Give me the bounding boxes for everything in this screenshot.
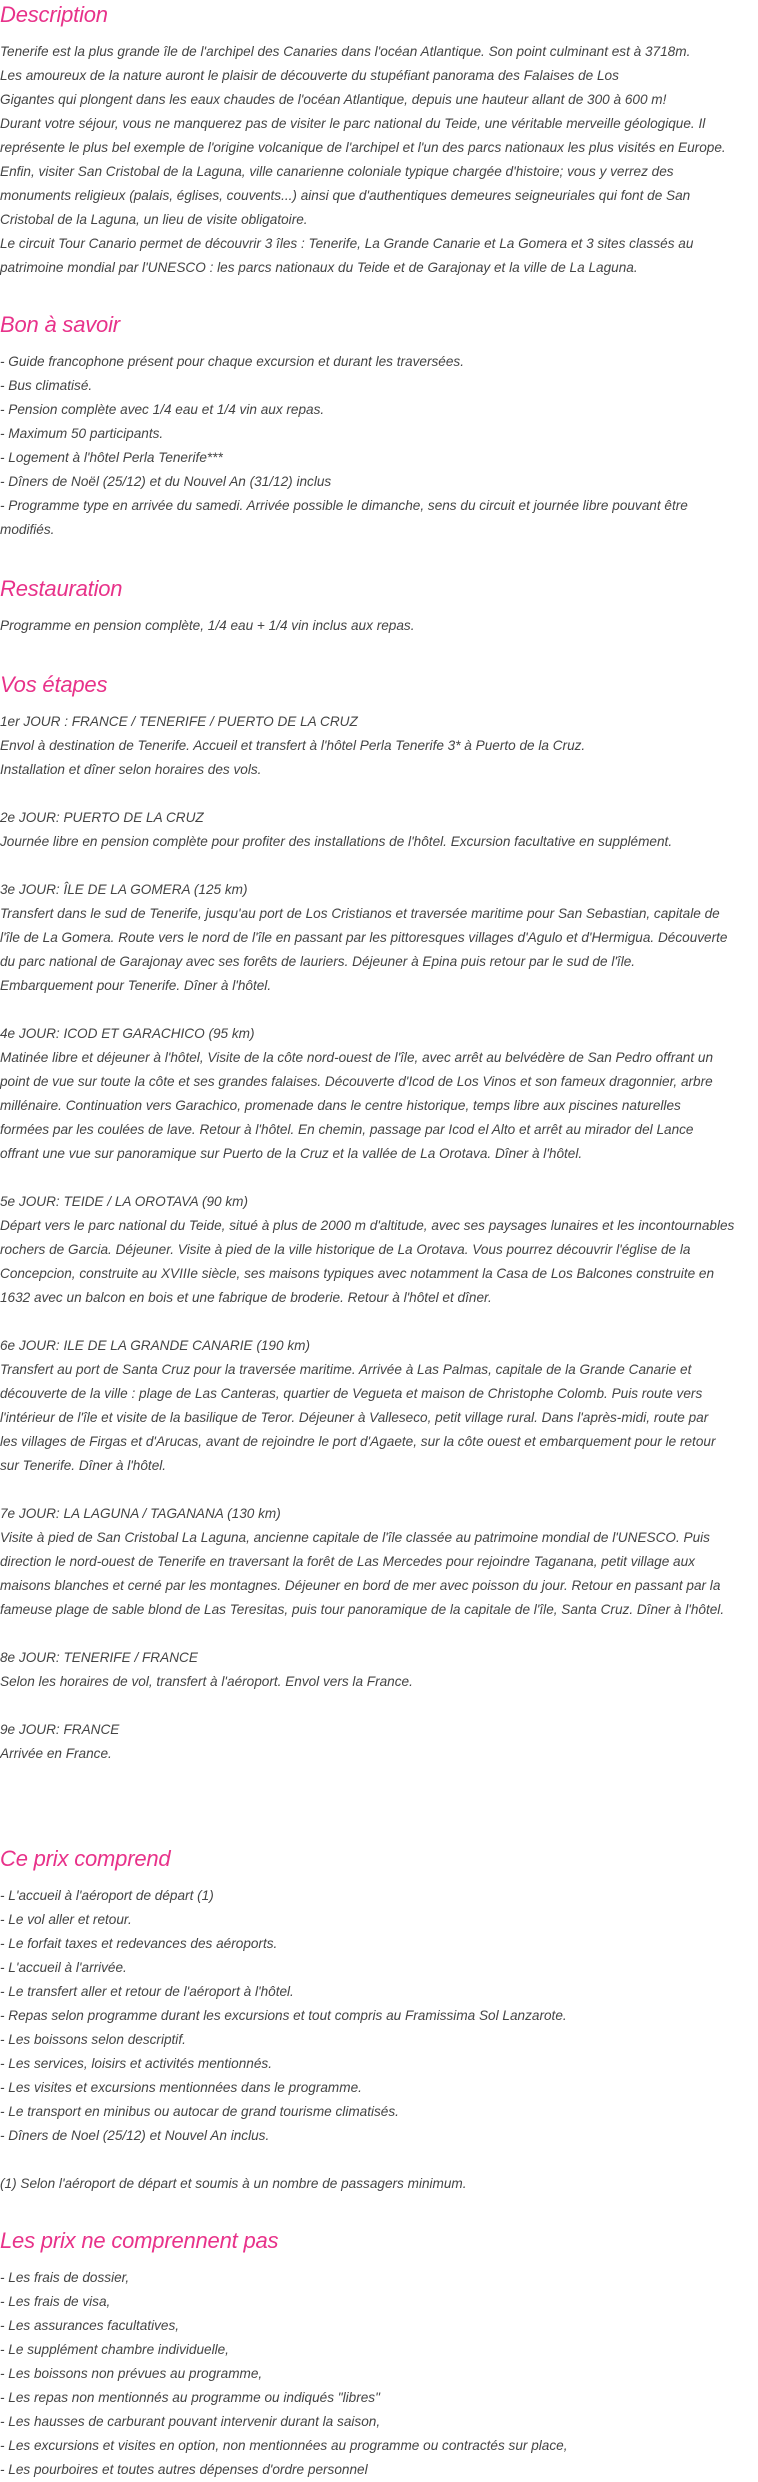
section-title-restauration: Restauration (0, 576, 123, 601)
day-3 (0, 878, 734, 998)
list-item: - Les visites et excursions mentionnées dans le programme. (0, 2080, 362, 2095)
text-line: Programme en pension complète, 1/4 eau + 1/4 vin inclus aux repas. (0, 618, 415, 633)
day-text: les villages de Firgas et d'Arucas, avant de rejoindre le port d'Agaete, sur la côte ouest et embarquement pour le retour (0, 1434, 716, 1449)
list-item: - Bus climatisé. (0, 378, 93, 393)
day-text: Embarquement pour Tenerife. Dîner à l'hôtel. (0, 978, 272, 993)
text-line: Le circuit Tour Canario permet de découvrir 3 îles : Tenerife, La Grande Canarie et La Gomera et 3 sites classés au (0, 236, 694, 251)
day-text: Installation et dîner selon horaires des vols. (0, 762, 262, 777)
spacer (0, 854, 734, 878)
list-item: - Programme type en arrivée du samedi. Arrivée possible le dimanche, sens du circuit et journée libre pouvant être (0, 498, 688, 513)
list-item: - L'accueil à l'aéroport de départ (1) (0, 1888, 214, 1903)
list-item: - Les hausses de carburant pouvant intervenir durant la saison, (0, 2414, 381, 2429)
day-6 (0, 1334, 734, 1478)
restauration-text (0, 614, 414, 638)
section-restauration (0, 574, 414, 638)
list-item: - Guide francophone présent pour chaque excursion et durant les traversées. (0, 354, 464, 369)
list-item: - Les assurances facultatives, (0, 2318, 180, 2333)
list-item: - L'accueil à l'arrivée. (0, 1960, 127, 1975)
day-text: Matinée libre et déjeuner à l'hôtel, Visite de la côte nord-ouest de l'île, avec arrêt au belvédère de San Pedro offrant un (0, 1050, 714, 1065)
day-heading: 5e JOUR: TEIDE / LA OROTAVA (90 km) (0, 1194, 249, 1209)
text-line: Gigantes qui plongent dans les eaux chaudes de l'océan Atlantique, depuis une hauteur allant de 300 à 600 m! (0, 92, 667, 107)
spacer (0, 1694, 734, 1718)
list-item: - Le transport en minibus ou autocar de grand tourisme climatisés. (0, 2104, 399, 2119)
list-item: - Les pourboires et toutes autres dépenses d'ordre personnel (0, 2462, 368, 2477)
list-item: - Repas selon programme durant les excursions et tout compris au Framissima Sol Lanzarote. (0, 2008, 567, 2023)
day-2 (0, 806, 734, 854)
list-item: - Le vol aller et retour. (0, 1912, 132, 1927)
day-text: point de vue sur toute la côte et ses grandes falaises. Découverte d'Icod de Los Vinos et son fameux dragonnier, arbre (0, 1074, 713, 1089)
list-item: - Les services, loisirs et activités mentionnés. (0, 2056, 272, 2071)
list-item: - Maximum 50 participants. (0, 426, 164, 441)
spacer (0, 1622, 734, 1646)
list-item: - Dîners de Noel (25/12) et Nouvel An inclus. (0, 2128, 270, 2143)
prix-ne-comprend-pas-list (0, 2266, 567, 2482)
day-text: millénaire. Continuation vers Garachico, promenade dans le centre historique, temps libre aux piscines naturelles (0, 1098, 681, 1113)
spacer (0, 782, 734, 806)
section-title-bon-a-savoir: Bon à savoir (0, 312, 120, 337)
day-text: 1632 avec un balcon en bois et une fabrique de broderie. Retour à l'hôtel et dîner. (0, 1290, 492, 1305)
list-item: - Le transfert aller et retour de l'aéroport à l'hôtel. (0, 1984, 294, 1999)
day-8 (0, 1646, 734, 1694)
section-title-prix-comprend: Ce prix comprend (0, 1846, 171, 1871)
day-text: Concepcion, construite au XVIIIe siècle, ses maisons typiques avec notamment la Casa de Los Balcones construite en (0, 1266, 715, 1281)
spacer (0, 1166, 734, 1190)
day-text: du parc national de Garajonay avec ses forêts de lauriers. Déjeuner à Epina puis retour par le sud de l'île. (0, 954, 636, 969)
day-text: maisons blanches et cerné par les montagnes. Déjeuner en bord de mer avec poisson du jour. Retour en passant par la (0, 1578, 721, 1593)
section-prix-comprend (0, 1844, 567, 2196)
day-text: Arrivée en France. (0, 1746, 112, 1761)
spacer (0, 1478, 734, 1502)
list-item: - Logement à l'hôtel Perla Tenerife*** (0, 450, 223, 465)
day-text: sur Tenerife. Dîner à l'hôtel. (0, 1458, 167, 1473)
text-line: Durant votre séjour, vous ne manquerez pas de visiter le parc national du Teide, une véritable merveille géologique. Il (0, 116, 706, 131)
day-heading: 9e JOUR: FRANCE (0, 1722, 120, 1737)
list-item: - Les frais de visa, (0, 2294, 111, 2309)
day-9 (0, 1718, 734, 1766)
footnote: (1) Selon l'aéroport de départ et soumis à un nombre de passagers minimum. (0, 2176, 467, 2191)
list-item: - Le supplément chambre individuelle, (0, 2342, 229, 2357)
section-title-prix-ne-comprend-pas: Les prix ne comprennent pas (0, 2228, 279, 2253)
list-item: - Pension complète avec 1/4 eau et 1/4 vin aux repas. (0, 402, 325, 417)
day-heading: 4e JOUR: ICOD ET GARACHICO (95 km) (0, 1026, 255, 1041)
text-line: Tenerife est la plus grande île de l'archipel des Canaries dans l'océan Atlantique. Son point culminant est à 3718m. (0, 44, 691, 59)
day-text: fameuse plage de sable blond de Las Teresitas, puis tour panoramique de la capitale de l'île, Santa Cruz. Dîner à l'hôtel. (0, 1602, 725, 1617)
day-text: Envol à destination de Tenerife. Accueil et transfert à l'hôtel Perla Tenerife 3* à Puerto de la Cruz. (0, 738, 586, 753)
description-text (0, 40, 726, 280)
day-text: découverte de la ville : plage de Las Canteras, quartier de Vegueta et maison de Christophe Colomb. Puis route vers (0, 1386, 703, 1401)
day-heading: 3e JOUR: ÎLE DE LA GOMERA (125 km) (0, 882, 248, 897)
day-text: Journée libre en pension complète pour profiter des installations de l'hôtel. Excursion facultative en supplément. (0, 834, 673, 849)
day-text: Visite à pied de San Cristobal La Laguna, ancienne capitale de l'île classée au patrimoine mondial de l'UNESCO. Puis (0, 1530, 710, 1545)
day-text: Selon les horaires de vol, transfert à l'aéroport. Envol vers la France. (0, 1674, 413, 1689)
day-heading: 8e JOUR: TENERIFE / FRANCE (0, 1650, 198, 1665)
day-text: Départ vers le parc national du Teide, situé à plus de 2000 m d'altitude, avec ses paysages lunaires et les incontournables (0, 1218, 735, 1233)
day-text: Transfert au port de Santa Cruz pour la traversée maritime. Arrivée à Las Palmas, capitale de la Grande Canarie et (0, 1362, 692, 1377)
text-line: monuments religieux (palais, églises, couvents...) ainsi que d'authentiques demeures seigneuriales qui font de San (0, 188, 691, 203)
section-description (0, 0, 726, 280)
day-5 (0, 1190, 734, 1310)
list-item: - Les boissons selon descriptif. (0, 2032, 186, 2047)
day-text: formées par les coulées de lave. Retour à l'hôtel. En chemin, passage par Icod el Alto et arrêt au mirador del Lance (0, 1122, 694, 1137)
day-text: direction le nord-ouest de Tenerife en traversant la forêt de Las Mercedes pour rejoindre Taganana, petit village aux (0, 1554, 695, 1569)
section-bon-a-savoir (0, 310, 688, 542)
day-heading: 6e JOUR: ILE DE LA GRANDE CANARIE (190 km) (0, 1338, 310, 1353)
spacer (0, 998, 734, 1022)
text-line: Cristobal de la Laguna, un lieu de visite obligatoire. (0, 212, 308, 227)
text-line: Les amoureux de la nature auront le plaisir de découverte du stupéfiant panorama des Falaises de Los (0, 68, 619, 83)
day-heading: 1er JOUR : FRANCE / TENERIFE / PUERTO DE LA CRUZ (0, 714, 358, 729)
day-heading: 7e JOUR: LA LAGUNA / TAGANANA (130 km) (0, 1506, 281, 1521)
text-line: patrimoine mondial par l'UNESCO : les parcs nationaux du Teide et de Garajonay et la ville de La Laguna. (0, 260, 638, 275)
day-7 (0, 1502, 734, 1622)
list-item: modifiés. (0, 522, 55, 537)
day-text: rochers de Garcia. Déjeuner. Visite à pied de la ville historique de La Orotava. Vous pourrez découvrir l'église de la (0, 1242, 691, 1257)
spacer (0, 1310, 734, 1334)
bon-a-savoir-list (0, 350, 688, 542)
day-1 (0, 710, 734, 782)
list-item: - Le forfait taxes et redevances des aéroports. (0, 1936, 278, 1951)
section-title-etapes: Vos étapes (0, 672, 108, 697)
day-text: Transfert dans le sud de Tenerife, jusqu'au port de Los Cristianos et traversée maritime pour San Sebastian, capitale de (0, 906, 720, 921)
text-line: Enfin, visiter San Cristobal de la Laguna, ville canarienne coloniale typique chargée d'histoire; vous y verrez des (0, 164, 674, 179)
day-heading: 2e JOUR: PUERTO DE LA CRUZ (0, 810, 204, 825)
list-item: - Les frais de dossier, (0, 2270, 130, 2285)
list-item: - Les repas non mentionnés au programme ou indiqués "libres" (0, 2390, 380, 2405)
spacer (0, 2148, 567, 2172)
list-item: - Les excursions et visites en option, non mentionnées au programme ou contractés sur place, (0, 2438, 568, 2453)
day-text: offrant une vue sur panoramique sur Puerto de la Cruz et la vallée de La Orotava. Dîner à l'hôtel. (0, 1146, 583, 1161)
text-line: représente le plus bel exemple de l'origine volcanique de l'archipel et l'un des parcs nationaux les plus visités en Europe. (0, 140, 726, 155)
day-4 (0, 1022, 734, 1166)
list-item: - Les boissons non prévues au programme, (0, 2366, 263, 2381)
etapes-body (0, 710, 734, 1766)
list-item: - Dîners de Noël (25/12) et du Nouvel An (31/12) inclus (0, 474, 332, 489)
prix-comprend-list (0, 1884, 567, 2196)
day-text: l'intérieur de l'île et visite de la basilique de Teror. Déjeuner à Valleseco, petit village rural. Dans l'après-midi, route par (0, 1410, 709, 1425)
section-prix-ne-comprend-pas (0, 2226, 567, 2482)
day-text: l'île de La Gomera. Route vers le nord de l'île en passant par les pittoresques villages d'Agulo et d'Hermigua. Découverte (0, 930, 728, 945)
section-title-description: Description (0, 2, 108, 27)
section-etapes (0, 670, 734, 1766)
